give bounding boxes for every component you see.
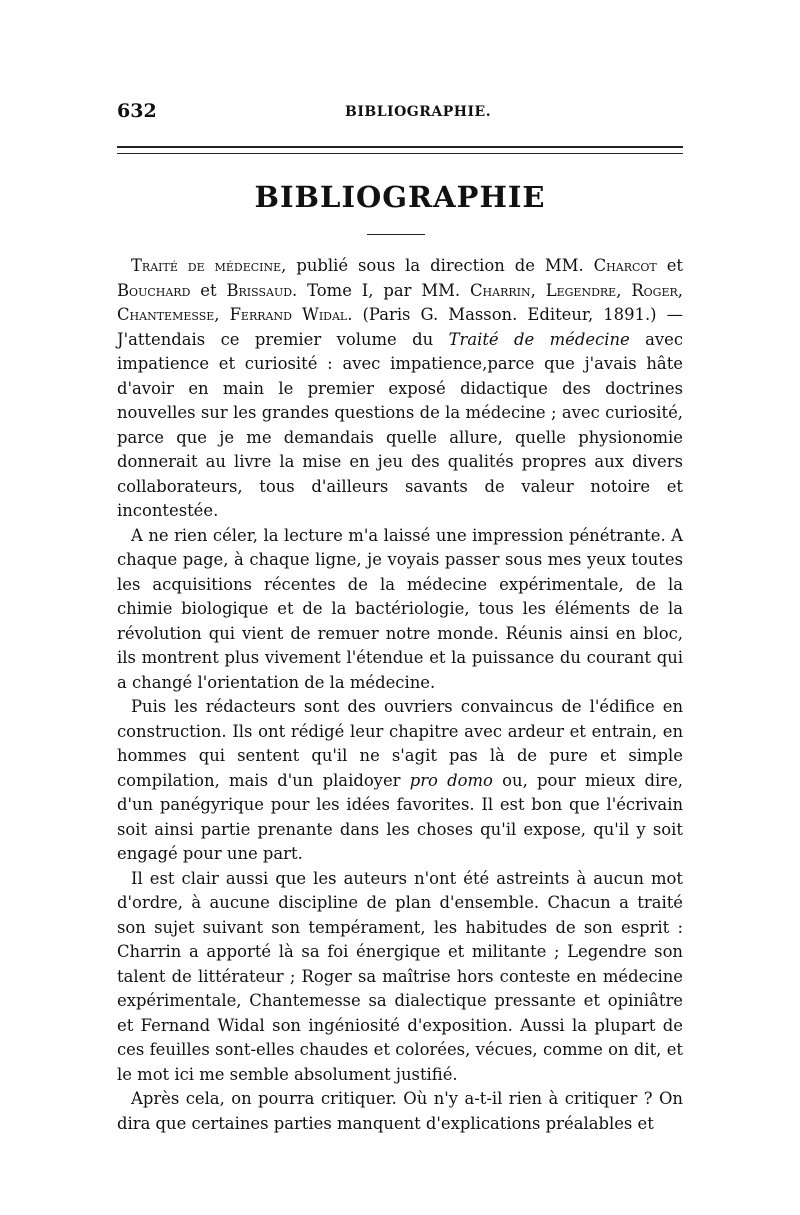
citation-author: Charrin — [470, 280, 531, 300]
paragraph-text: avec impatience et curiosité : avec impatience,parce que j'avais hâte d'avoir en main le premier exposé didactique des doctrines nouvelles sur les grandes questions de la médecine ; avec curiosité, parce que je me demandais quelle allure, quelle physionomie donnerait au livre la mise en jeu des qualités propres aux divers collaborateurs, tous d'ailleurs savants de valeur notoire et incontestée. — [117, 329, 683, 520]
running-title: BIBLIOGRAPHIE. — [345, 104, 492, 120]
citation-text: , — [616, 280, 632, 300]
paragraph: Après cela, on pourra critiquer. Où n'y a-t-il rien à critiquer ? On dira que certaines parties manquent d'explications préalables et — [117, 1089, 683, 1133]
citation-paragraph — [117, 254, 683, 524]
citation-text: , — [677, 280, 683, 300]
citation-author: Chantemesse — [117, 305, 215, 324]
citation-author: Legendre — [545, 280, 617, 300]
paragraph-text: J'attendais ce premier volume du — [117, 329, 449, 349]
citation-text: et — [190, 280, 227, 300]
header-rule-thick — [117, 146, 683, 148]
paragraph: Il est clair aussi que les auteurs n'ont été astreints à aucun mot d'ordre, à aucune discipline de plan d'ensemble. Chacun a traité son sujet suivant son tempérament, les habitudes de son esprit : Charrin a apporté là sa foi énergique et militante ; Legendre son talent de littérateur ; Roger sa maîtrise hors conteste en médecine expérimentale, Chantemesse sa dialectique pressante et opiniâtre et Fernand Widal son ingéniosité d'exposition. Aussi la plupart de ces feuilles sont-elles chaudes et colorées, vécues, comme on dit, et le mot ici me semble absolument justifié. — [117, 868, 683, 1084]
paragraph: A ne rien céler, la lecture m'a laissé une impression pénétrante. A chaque page, à chaque ligne, je voyais passer sous mes yeux toutes les acquisitions récentes de la médecine expérimentale, de la chimie biologique et de la bactériologie, tous les éléments de la révolution qui vient de remuer notre monde. Réunis ainsi en bloc, ils montrent plus vivement l'étendue et la puissance du courant qui a changé l'orientation de la médecine. — [117, 525, 683, 692]
header-rule-thin — [117, 153, 683, 154]
italic-title: Traité de médecine — [448, 329, 630, 349]
page-number: 632 — [117, 100, 157, 122]
citation-publisher: . (Paris G. Masson. Editeur, 1891.) — — [347, 305, 684, 324]
citation-work-title: Traité de médecine — [131, 256, 282, 275]
body-text — [117, 254, 683, 1136]
citation-text: , — [214, 305, 230, 324]
section-title: BIBLIOGRAPHIE — [254, 180, 546, 214]
paragraph — [117, 695, 683, 867]
italic-phrase: pro domo — [409, 770, 493, 790]
citation-author: Roger — [631, 280, 678, 300]
citation-director: Bouchard — [117, 280, 191, 300]
citation-text: , — [530, 280, 546, 300]
paragraph-text: ou, pour mieux dire, d'un panégyrique pour les idées favorites. Il est bon que l'écrivain soit ainsi partie prenante dans les choses qu'il expose, qu'il y soit engagé pour une part. — [117, 770, 683, 863]
citation-author: Ferrand Widal — [229, 305, 348, 324]
citation-text: et — [656, 256, 684, 275]
citation-text: , publié sous la direction de MM. — [281, 256, 594, 275]
title-rule — [367, 234, 425, 235]
citation-director: Brissaud — [226, 280, 293, 300]
running-head — [117, 100, 683, 126]
citation-text: . Tome I, par MM. — [292, 280, 470, 300]
citation-director: Charcot — [593, 256, 657, 275]
paragraph-text: Puis les rédacteurs sont des ouvriers convaincus de l'édifice en construction. Ils ont rédigé leur chapitre avec ardeur et entrain, en hommes qui sentent qu'il ne s'agit pas là de pure et simple compilation, mais d'un plaidoyer — [117, 697, 683, 790]
